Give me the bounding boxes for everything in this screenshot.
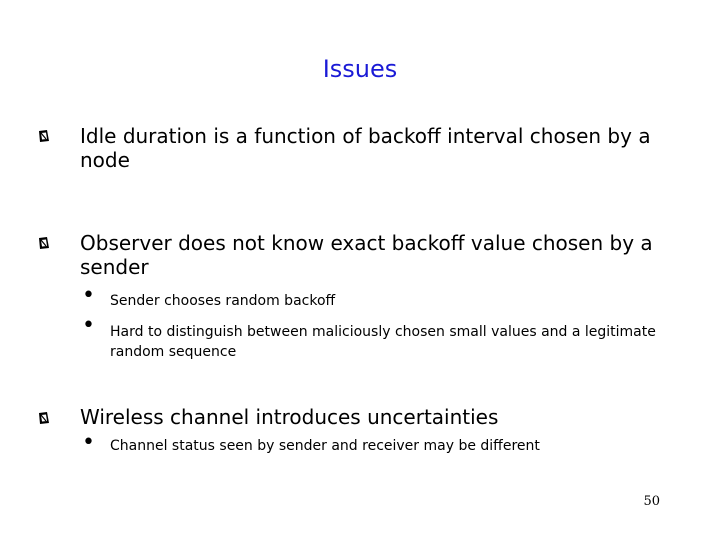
sub-bullet-dot: • [82,283,95,308]
page-number: 50 [643,494,660,509]
bullet-2-sub-2-text: Hard to distinguish between maliciously chosen small values and a legitimate random sequence [110,324,656,360]
sub-bullet-dot: • [82,430,95,455]
sub-bullet-dot: • [82,313,95,338]
square-bullet-icon [38,236,50,250]
bullet-2-sub-1-text: Sender chooses random backoff [110,293,336,309]
square-bullet-icon [38,129,50,143]
bullet-1-text: Idle duration is a function of backoff interval chosen by a node [80,124,651,172]
square-bullet-icon [38,411,50,425]
bullet-2-text: Observer does not know exact backoff value chosen by a sender [80,231,653,279]
bullet-3-text: Wireless channel introduces uncertainties [80,405,499,429]
bullet-3-sub-1-text: Channel status seen by sender and receiver may be different [110,438,540,454]
slide-title: Issues [322,55,398,83]
